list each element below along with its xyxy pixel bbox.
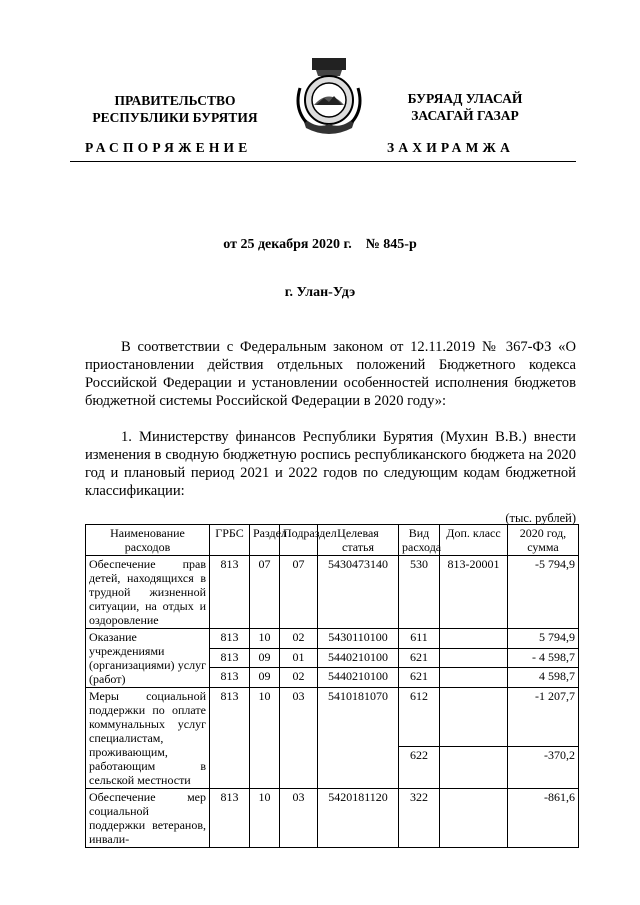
item-1-paragraph: 1. Министерству финансов Республики Бурятия (Мухин В.В.) внести изменения в сводную бюджетную роспись республиканского бюджета на 2020 год и плановый период 2021 и 2022 годов по следующим кодам бюджетной классификации: bbox=[85, 429, 576, 499]
cell-target: 5430473140 bbox=[318, 556, 399, 629]
cell-dop bbox=[440, 648, 508, 668]
table-row bbox=[86, 789, 579, 848]
cell-vid: 621 bbox=[399, 648, 440, 668]
cell-name: Обеспечение мер социальной поддержки ветеранов, инвали- bbox=[86, 789, 210, 848]
org-name-line2: РЕСПУБЛИКИ БУРЯТИЯ bbox=[92, 110, 258, 125]
cell-target: 5440210100 bbox=[318, 648, 399, 668]
cell-dop bbox=[440, 789, 508, 848]
doc-type-buryat: ЗАХИРАМЖА bbox=[387, 140, 515, 155]
cell-podrazdel: 03 bbox=[280, 688, 318, 789]
cell-grbs: 813 bbox=[210, 648, 250, 668]
col-header-razdel: Раздел bbox=[250, 525, 280, 556]
preamble-paragraph: В соответствии с Федеральным законом от 12.11.2019 № 367-ФЗ «О приостановлении действия отдельных положений Бюджетного кодекса Российской Федерации и установлении особенностей исполнения бюджетов бюджетной системы Российской Федерации в 2020 году»: bbox=[85, 339, 576, 409]
org-name-russian bbox=[70, 92, 280, 126]
table-header-row bbox=[86, 525, 579, 556]
cell-sum: -1 207,7 bbox=[508, 688, 579, 747]
cell-dop bbox=[440, 747, 508, 789]
table-row bbox=[86, 556, 579, 629]
org-name-buryat-line2: ЗАСАГАЙ ГАЗАР bbox=[411, 108, 519, 123]
cell-sum: -370,2 bbox=[508, 747, 579, 789]
org-name-buryat-line1: БУРЯАД УЛАСАЙ bbox=[407, 91, 523, 106]
cell-podrazdel: 02 bbox=[280, 629, 318, 649]
cell-razdel: 10 bbox=[250, 629, 280, 649]
cell-razdel: 10 bbox=[250, 789, 280, 848]
cell-razdel: 09 bbox=[250, 668, 280, 688]
cell-razdel: 10 bbox=[250, 688, 280, 789]
cell-vid: 622 bbox=[399, 747, 440, 789]
cell-podrazdel: 02 bbox=[280, 668, 318, 688]
cell-razdel: 09 bbox=[250, 648, 280, 668]
cell-podrazdel: 01 bbox=[280, 648, 318, 668]
cell-name: Оказание учреждениями (организациями) услуг (работ) bbox=[86, 629, 210, 688]
cell-vid: 322 bbox=[399, 789, 440, 848]
cell-target: 5430110100 bbox=[318, 629, 399, 649]
cell-grbs: 813 bbox=[210, 789, 250, 848]
cell-target: 5410181070 bbox=[318, 688, 399, 789]
cell-sum: 4 598,7 bbox=[508, 668, 579, 688]
col-header-grbs: ГРБС bbox=[210, 525, 250, 556]
cell-sum: - 4 598,7 bbox=[508, 648, 579, 668]
cell-dop bbox=[440, 629, 508, 649]
budget-table bbox=[85, 524, 579, 848]
city: г. Улан-Удэ bbox=[284, 285, 356, 300]
doc-type-russian: РАСПОРЯЖЕНИЕ bbox=[85, 140, 252, 155]
col-header-name: Наименование расходов bbox=[86, 525, 210, 556]
date-number: от 25 декабря 2020 г. № 845-р bbox=[223, 237, 417, 252]
cell-grbs: 813 bbox=[210, 556, 250, 629]
cell-vid: 530 bbox=[399, 556, 440, 629]
cell-vid: 612 bbox=[399, 688, 440, 747]
cell-grbs: 813 bbox=[210, 629, 250, 649]
cell-name: Обеспечение прав детей, находящихся в трудной жизненной ситуации, на отдых и оздоровление bbox=[86, 556, 210, 629]
cell-grbs: 813 bbox=[210, 668, 250, 688]
cell-dop: 813-20001 bbox=[440, 556, 508, 629]
col-header-podrazdel: Подраздел bbox=[280, 525, 318, 556]
cell-sum: -861,6 bbox=[508, 789, 579, 848]
col-header-dop: Доп. класс bbox=[440, 525, 508, 556]
cell-vid: 611 bbox=[399, 629, 440, 649]
cell-podrazdel: 03 bbox=[280, 789, 318, 848]
cell-podrazdel: 07 bbox=[280, 556, 318, 629]
cell-dop bbox=[440, 668, 508, 688]
units-label: (тыс. рублей) bbox=[505, 511, 576, 525]
cell-vid: 621 bbox=[399, 668, 440, 688]
table-row bbox=[86, 688, 579, 747]
col-header-vid: Вид расхода bbox=[399, 525, 440, 556]
cell-sum: 5 794,9 bbox=[508, 629, 579, 649]
col-header-sum: 2020 год, сумма bbox=[508, 525, 579, 556]
cell-target: 5420181120 bbox=[318, 789, 399, 848]
col-header-target: Целевая статья bbox=[318, 525, 399, 556]
org-name-buryat bbox=[365, 90, 565, 124]
org-name-line1: ПРАВИТЕЛЬСТВО bbox=[114, 93, 236, 108]
cell-sum: -5 794,9 bbox=[508, 556, 579, 629]
cell-target: 5440210100 bbox=[318, 668, 399, 688]
table-row bbox=[86, 629, 579, 649]
cell-razdel: 07 bbox=[250, 556, 280, 629]
cell-grbs: 813 bbox=[210, 688, 250, 789]
buryatia-coat-of-arms-icon bbox=[296, 58, 362, 138]
cell-dop bbox=[440, 688, 508, 747]
cell-name: Меры социальной поддержки по оплате коммунальных услуг специалистам, проживающим, работающим в сельской местности bbox=[86, 688, 210, 789]
header-divider bbox=[70, 161, 576, 162]
